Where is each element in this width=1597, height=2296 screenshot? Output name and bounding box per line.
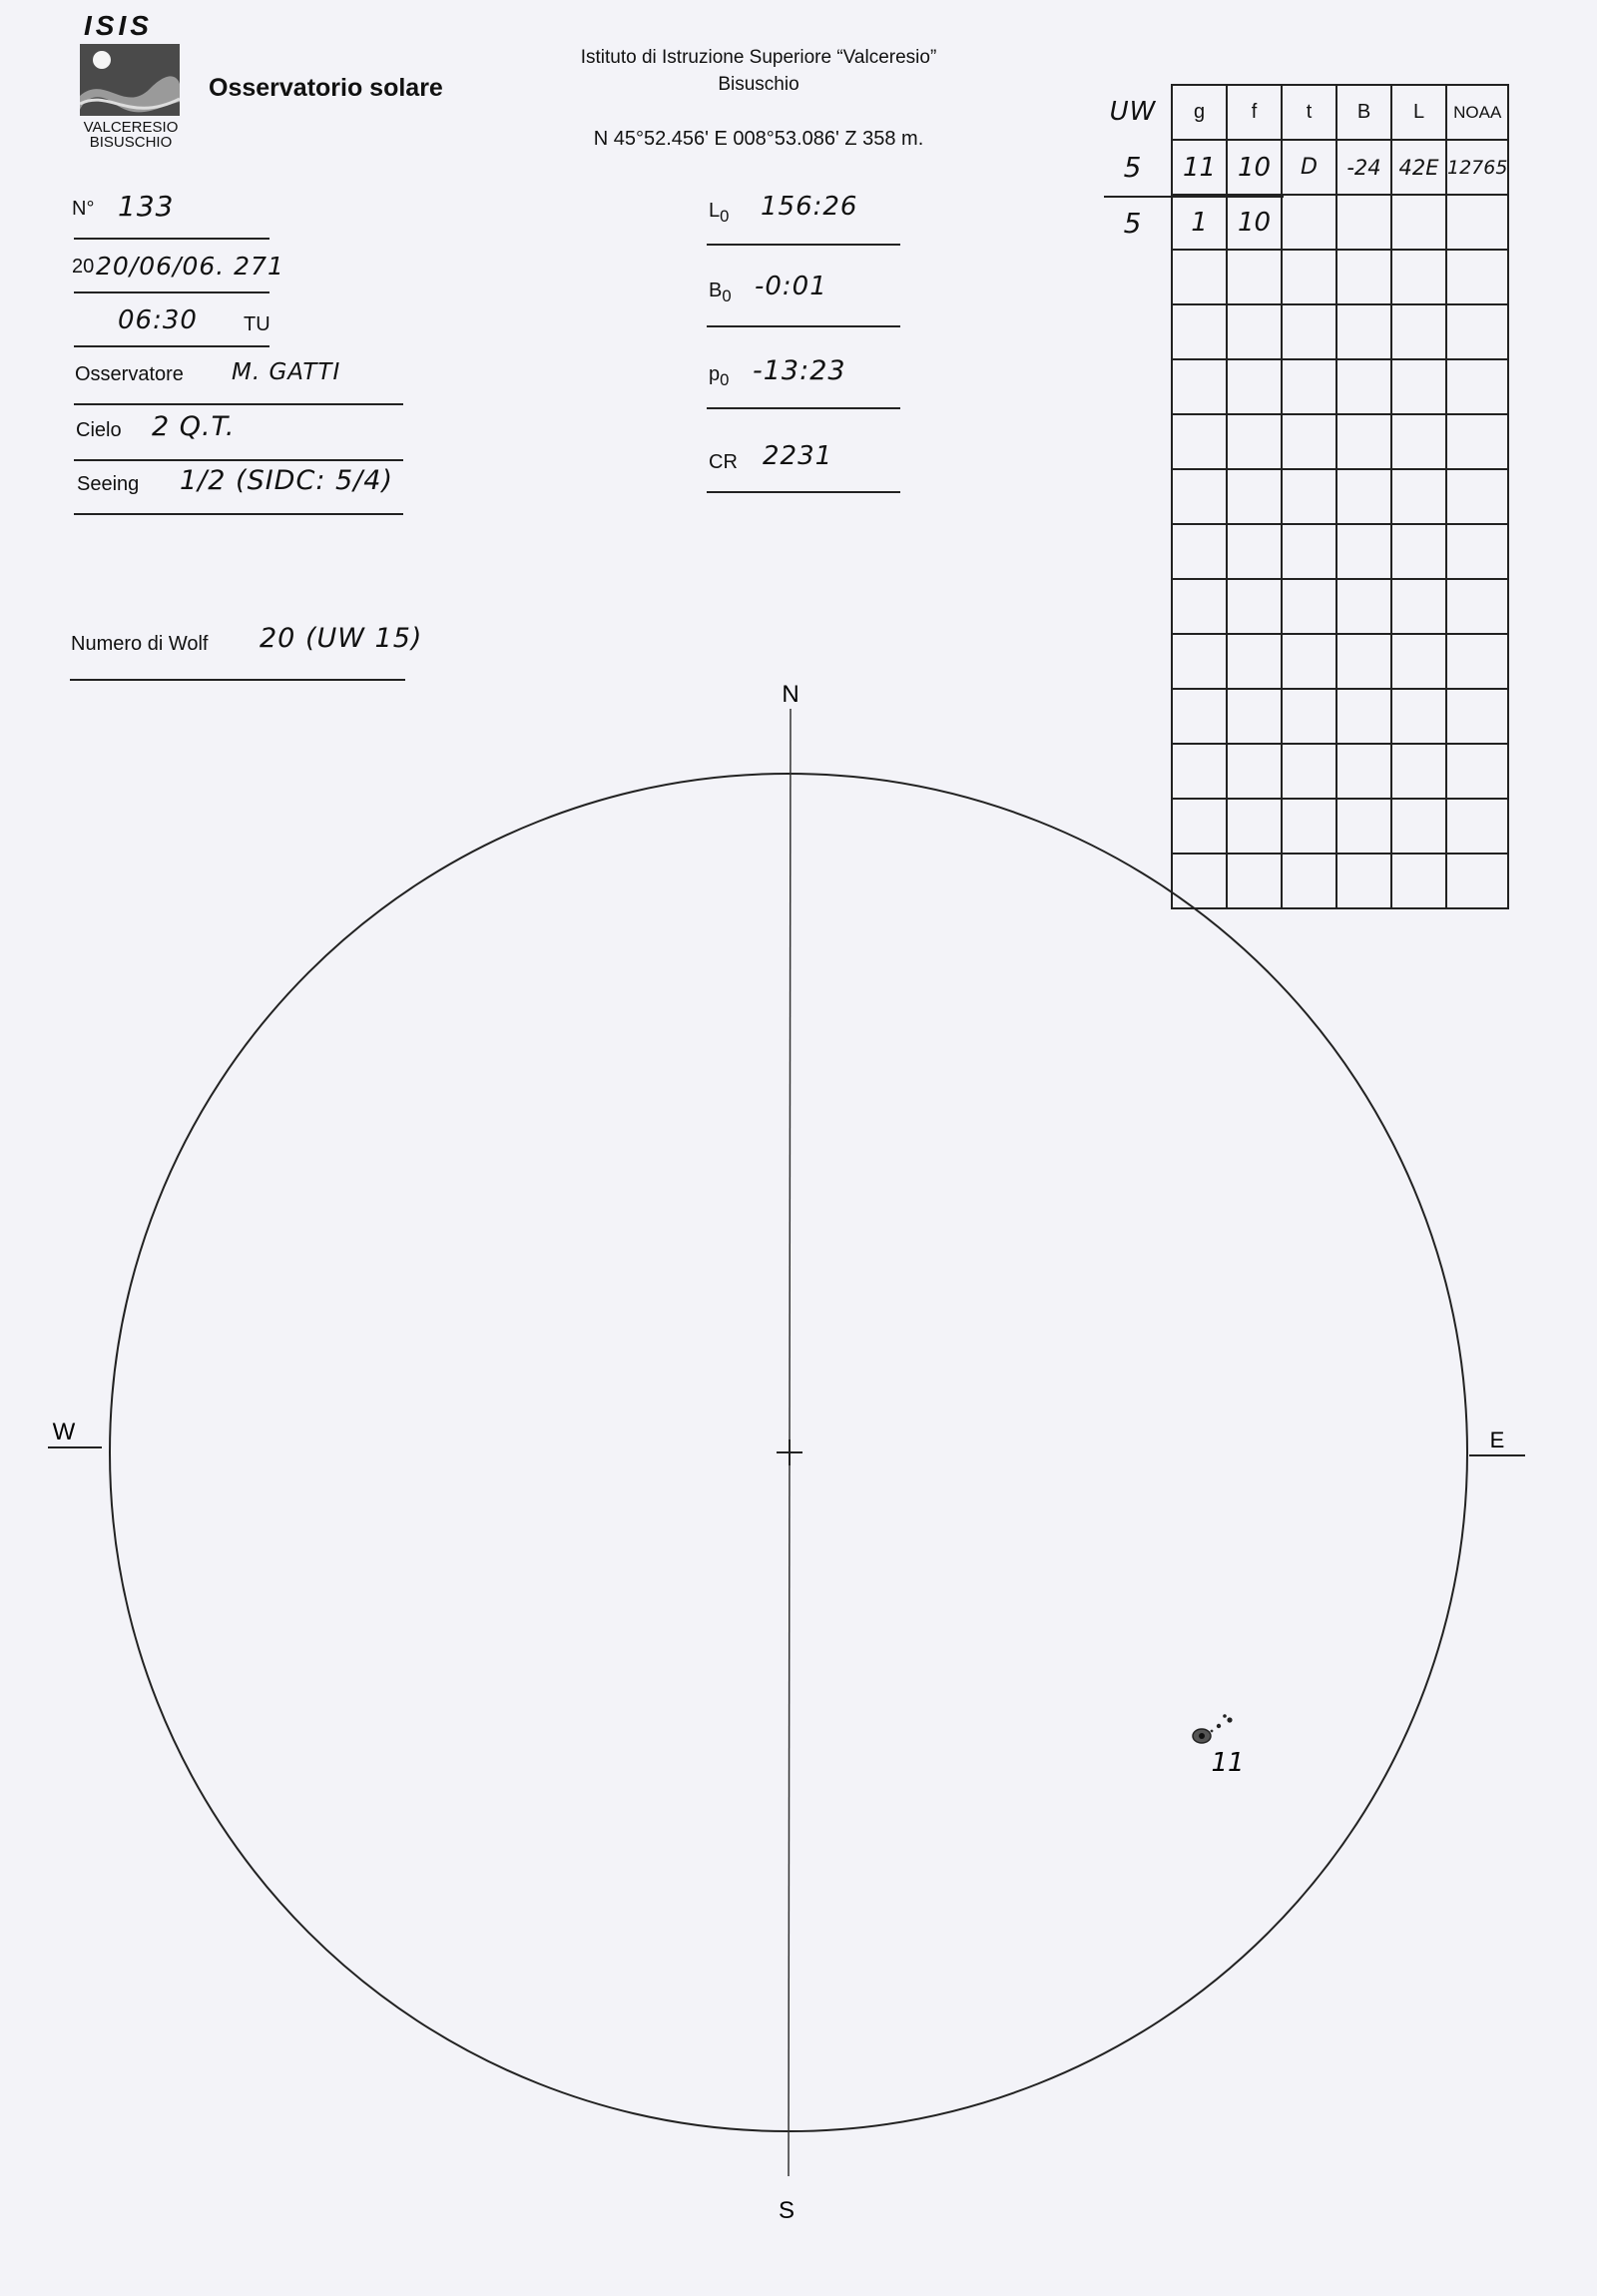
- l0-label-text: L: [709, 200, 721, 222]
- observatory-coordinates: N 45°52.456' E 008°53.086' Z 358 m.: [593, 128, 924, 150]
- cell-f: 10: [1227, 195, 1282, 250]
- cell-l: 42E: [1391, 140, 1446, 195]
- wolf-value: 20 (UW 15): [260, 623, 423, 654]
- institute-town: Bisuschio: [718, 74, 799, 95]
- sky-label: Cielo: [76, 419, 122, 441]
- observer-value: M. GATTI: [232, 359, 341, 385]
- sunspot-umbra: [1199, 1733, 1205, 1739]
- wolf-label: Numero di Wolf: [71, 633, 209, 655]
- cr-label: CR: [709, 451, 738, 473]
- number-value: 133: [118, 190, 175, 223]
- cell-b: -24: [1336, 140, 1391, 195]
- l0-label-subscript: 0: [720, 207, 730, 226]
- institute-name: Istituto di Istruzione Superiore “Valceresio”: [580, 47, 937, 68]
- date-value: 20/06/06. 271: [96, 252, 284, 281]
- b0-value: -0:01: [755, 272, 827, 301]
- observatory-title: Osservatorio solare: [209, 74, 443, 102]
- observer-label: Osservatore: [75, 363, 184, 385]
- sunspot-small: [1227, 1717, 1232, 1722]
- sunspot-small: [1223, 1714, 1227, 1718]
- uw-value-1: 5: [1123, 151, 1143, 184]
- header-b: B: [1336, 85, 1391, 140]
- south-label: S: [778, 2197, 796, 2224]
- b0-label-subscript: 0: [722, 287, 732, 305]
- sunspot-small: [1217, 1724, 1221, 1728]
- uw-header: UW: [1109, 97, 1157, 127]
- logo-subtitle-line1: VALCERESIO: [83, 119, 179, 136]
- cell-g: 1: [1172, 195, 1227, 250]
- cell-noaa: 12765: [1446, 140, 1508, 195]
- east-label: E: [1489, 1428, 1505, 1452]
- logo-subtitle-line2: BISUSCHIO: [89, 134, 173, 151]
- sunspot-small: [1211, 1730, 1214, 1733]
- header-l: L: [1391, 85, 1446, 140]
- p0-label-subscript: 0: [720, 370, 730, 389]
- cr-value: 2231: [763, 441, 833, 471]
- p0-value: -13:23: [753, 355, 846, 386]
- uw-value-2: 5: [1123, 207, 1143, 240]
- cell-f: 10: [1227, 140, 1282, 195]
- time-value: 06:30: [118, 305, 198, 335]
- number-label: N°: [72, 198, 95, 220]
- cell-t: D: [1282, 140, 1336, 195]
- sky-value: 2 Q.T.: [152, 411, 236, 442]
- header-f: f: [1227, 85, 1282, 140]
- b0-label-text: B: [709, 280, 723, 301]
- time-unit: TU: [244, 313, 270, 335]
- logo-wordmark: ISIS: [84, 10, 153, 41]
- header-t: t: [1282, 85, 1336, 140]
- l0-value: 156:26: [761, 192, 858, 222]
- header-g: g: [1172, 85, 1227, 140]
- north-label: N: [782, 681, 799, 708]
- date-prefix: 20: [72, 256, 95, 278]
- cell-g: 11: [1172, 140, 1227, 195]
- seeing-value: 1/2 (SIDC: 5/4): [180, 465, 393, 496]
- seeing-label: Seeing: [77, 473, 140, 495]
- p0-label-text: p: [709, 363, 721, 385]
- west-label: W: [52, 1419, 76, 1445]
- sunspot-group-label: 11: [1211, 1748, 1245, 1778]
- header-noaa: NOAA: [1446, 85, 1508, 140]
